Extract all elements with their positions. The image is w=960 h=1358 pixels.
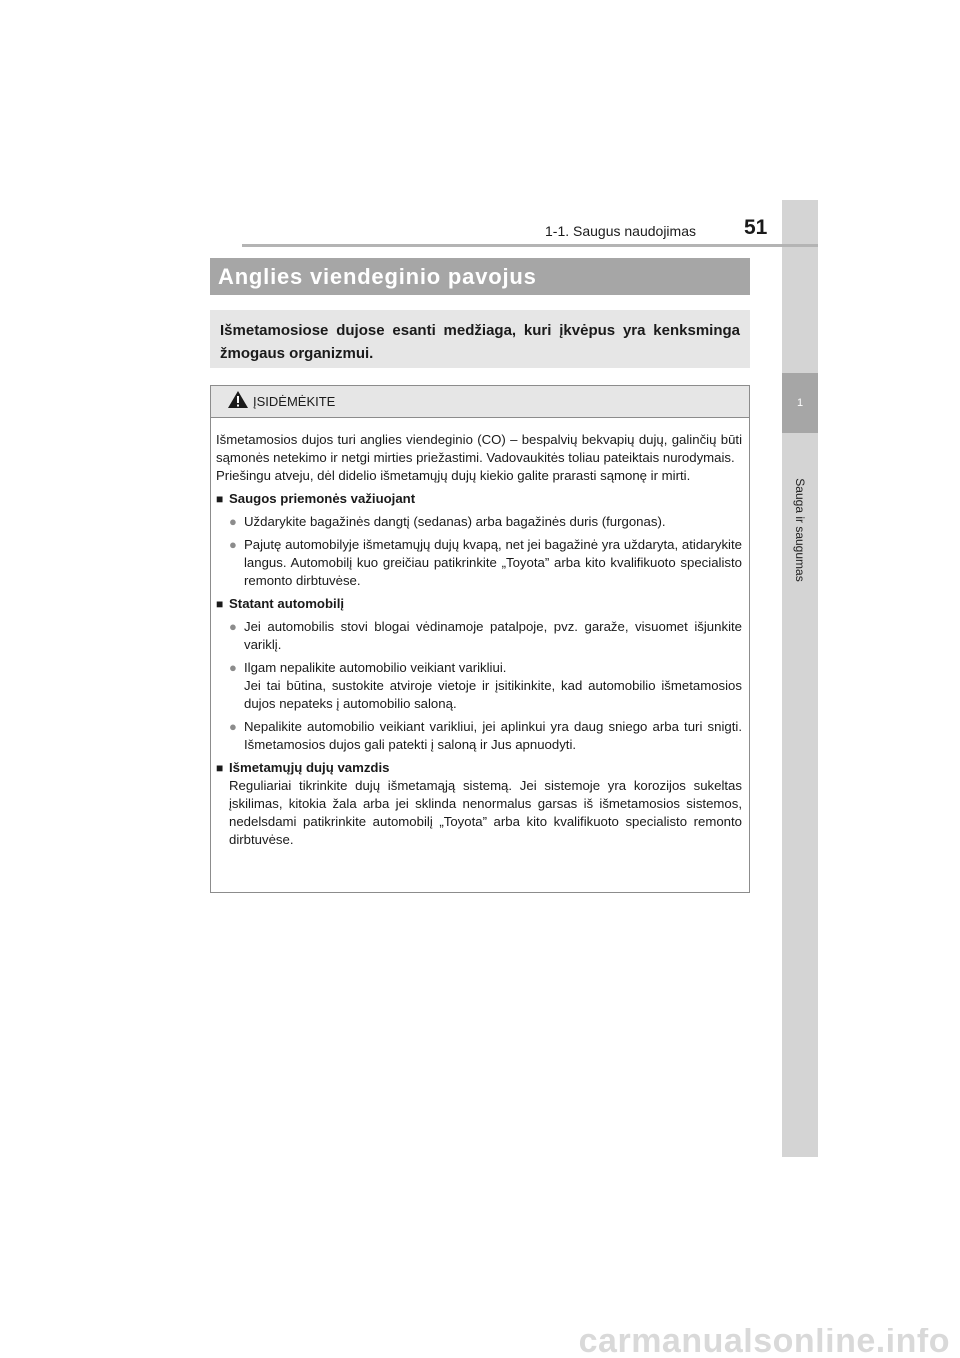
circle-bullet-icon: ● [229, 537, 237, 552]
subsection-heading: ■ Išmetamųjų dujų vamzdis [216, 760, 390, 775]
square-bullet-icon: ■ [216, 597, 224, 611]
square-bullet-icon: ■ [216, 492, 224, 506]
watermark: carmanualsonline.info [578, 1328, 950, 1358]
page-number: 51 [744, 216, 768, 239]
chapter-sidebar [782, 200, 818, 1157]
chapter-number-tab: 1 [782, 373, 818, 433]
caution-intro: Išmetamosios dujos turi anglies viendeginio (CO) – bespalvių bekvapių dujų, galinčių būti sąmonės netekimo ir netgi mirties priežastimi. Vadovaukitės toliau pateiktais nurodymais. [216, 432, 742, 465]
caution-header [211, 386, 749, 418]
list-item: ● Uždarykite bagažinės dangtį (sedanas) arba bagažinės duris (furgonas). [229, 514, 666, 529]
caution-body [211, 418, 749, 849]
header-rule [242, 244, 818, 247]
summary-box: Išmetamosiose dujose esanti medžiaga, kuri įkvėpus yra kenksminga žmogaus organizmui. [210, 310, 750, 368]
circle-bullet-icon: ● [229, 619, 237, 634]
list-item: ● Jei automobilis stovi blogai vėdinamoje patalpoje, pvz. garaže, visuomet išjunkite variklį. [229, 619, 742, 652]
subsection-heading: ■ Statant automobilį [216, 596, 345, 611]
page-title: Anglies viendeginio pavojus [210, 258, 750, 295]
subsection-heading: ■ Saugos priemonės važiuojant [216, 491, 416, 506]
circle-bullet-icon: ● [229, 514, 237, 529]
circle-bullet-icon: ● [229, 719, 237, 734]
list-item: ● Pajutę automobilyje išmetamųjų dujų kvapą, net jei bagažinė yra uždaryta, atidarykite langus. Automobilį kuo greičiau patikrinkite „Toyota” arba kito kvalifikuoto specialisto remonto dirbtuvėse. [229, 537, 742, 588]
circle-bullet-icon: ● [229, 660, 237, 675]
list-item: ● Ilgam nepalikite automobilio veikiant varikliui. Jei tai būtina, sustokite atviroje vietoje ir įsitikinkite, kad automobilio išmetamosios dujos nepateks į automobilio saloną. [229, 660, 742, 711]
chapter-title: Sauga ir saugumas [793, 478, 807, 582]
caution-intro: Priešingu atveju, dėl didelio išmetamųjų dujų kiekio galite prarasti sąmonę ir mirti. [216, 468, 691, 483]
section-label: 1-1. Saugus naudojimas [545, 223, 696, 239]
list-item: ● Nepalikite automobilio veikiant varikliui, jei aplinkui yra daug sniego arba turi snigti. Išmetamosios dujos gali patekti į saloną ir Jus apnuodyti. [229, 719, 742, 752]
warning-triangle-icon [227, 390, 253, 414]
footer [0, 1328, 960, 1358]
square-bullet-icon: ■ [216, 761, 224, 775]
subsection-text: Reguliariai tikrinkite dujų išmetamąją sistemą. Jei sistemoje yra korozijos sukeltas įskilimas, kitokia žala arba jei sklinda nenormalus garsas iš išmetamosios sistemos, nedelsdami patikrinkite automobilį „Toyota” arba kito kvalifikuoto specialisto remonto dirbtuvėse. [229, 778, 742, 847]
caution-box [210, 385, 750, 893]
caution-title: ĮSIDĖMĖKITE [253, 394, 336, 409]
